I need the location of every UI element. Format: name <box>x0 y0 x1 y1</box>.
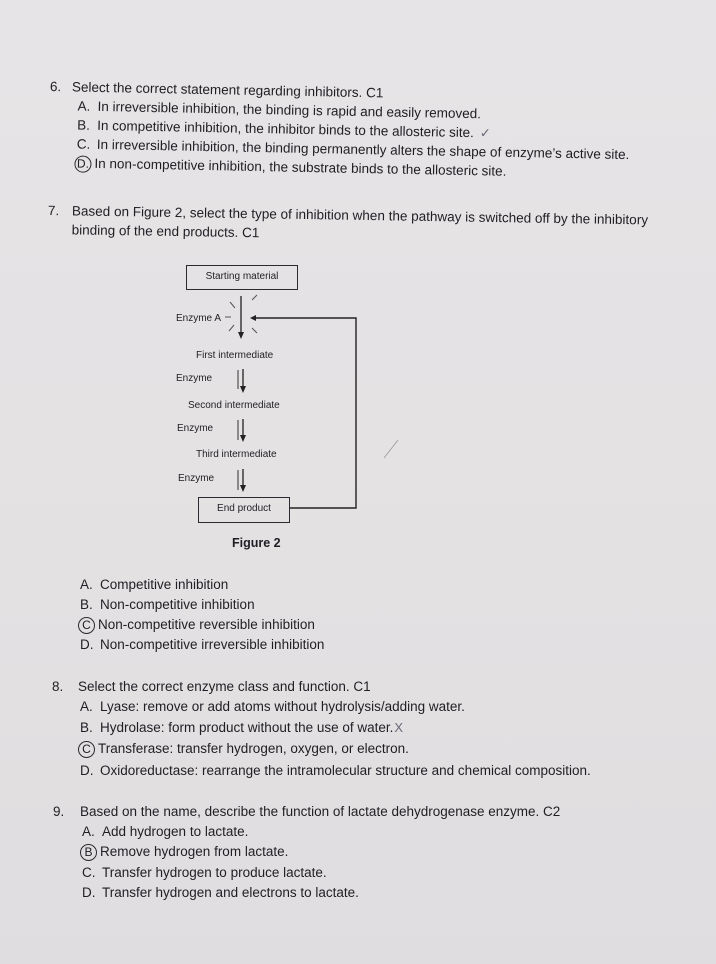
option-letter: C. <box>76 136 91 152</box>
enzyme-a-label: Enzyme A <box>176 313 222 324</box>
option-letter: B. <box>80 597 93 612</box>
option-letter-circled: C <box>78 617 95 634</box>
option-letter: C. <box>82 865 96 880</box>
feedback-inhibition-line <box>256 318 356 508</box>
feedback-arrowhead <box>250 315 256 321</box>
option-letter: A. <box>80 577 93 592</box>
question-6-text: Select the correct statement regarding inhibitors. C1 <box>71 79 384 101</box>
question-9-text: Based on the name, describe the function of lactate dehydrogenase enzyme. C2 <box>80 804 561 819</box>
option-text: Non-competitive inhibition <box>100 597 255 612</box>
question-8-text: Select the correct enzyme class and function. C1 <box>78 679 371 694</box>
q7-option-c[interactable] <box>80 616 315 634</box>
q8-option-c[interactable] <box>80 740 409 758</box>
option-letter: B. <box>77 117 91 133</box>
q9-option-a[interactable] <box>82 823 248 841</box>
question-7-number: 7. <box>47 202 60 219</box>
enzyme-label-3: Enzyme <box>178 473 215 484</box>
option-text: Add hydrogen to lactate. <box>102 824 249 839</box>
option-letter: A. <box>80 699 93 714</box>
option-letter: D. <box>80 763 94 778</box>
arrow-2-head <box>240 435 246 442</box>
q7-option-d[interactable] <box>80 636 324 654</box>
arrow-1-head <box>240 386 246 393</box>
option-text: Non-competitive reversible inhibition <box>98 617 315 632</box>
option-letter-circled: C <box>78 741 95 758</box>
option-text: Oxidoreductase: rearrange the intramolecular structure and chemical composition. <box>100 763 591 778</box>
option-text: In irreversible inhibition, the binding permanently alters the shape of enzyme’s active site. <box>96 136 630 163</box>
option-text: In non-competitive inhibition, the substrate binds to the allosteric site. <box>94 155 507 179</box>
cross-mark-icon: X <box>394 720 404 735</box>
option-letter: D. <box>82 885 96 900</box>
option-letter: D. <box>80 637 94 652</box>
pencil-mark <box>384 440 398 458</box>
option-text: Competitive inhibition <box>100 577 229 592</box>
arrow-3-head <box>240 485 246 492</box>
check-mark-icon: ✓ <box>479 125 491 141</box>
starting-material-box: Starting material <box>186 265 298 290</box>
option-letter: A. <box>82 824 95 839</box>
option-letter-circled: D. <box>74 155 91 172</box>
q8-option-b[interactable] <box>80 719 403 737</box>
option-text: Hydrolase: form product without the use of water. <box>100 720 394 735</box>
q8-option-a[interactable] <box>80 698 465 716</box>
option-text: Transfer hydrogen and electrons to lactate. <box>102 885 359 900</box>
option-text: In competitive inhibition, the inhibitor binds to the allosteric site. <box>97 117 475 141</box>
option-letter: B. <box>80 720 93 735</box>
option-text: Remove hydrogen from lactate. <box>100 844 289 859</box>
end-product-box: End product <box>198 497 290 523</box>
option-text: In irreversible inhibition, the binding is rapid and easily removed. <box>97 98 482 122</box>
question-7-text-line1: Based on Figure 2, select the type of inhibition when the pathway is switched off by the inhibitory <box>71 203 649 228</box>
enzyme-a-arrowhead <box>238 332 244 339</box>
option-text: Transferase: transfer hydrogen, oxygen, or electron. <box>98 741 409 756</box>
option-text: Transfer hydrogen to produce lactate. <box>102 865 327 880</box>
q9-option-b[interactable] <box>82 843 288 861</box>
third-intermediate-label: Third intermediate <box>196 449 277 460</box>
figure-2-caption: Figure 2 <box>232 536 281 550</box>
first-intermediate-label: First intermediate <box>196 350 274 361</box>
q7-option-b[interactable] <box>80 596 255 614</box>
question-9-number: 9. <box>53 804 65 819</box>
second-intermediate-label: Second intermediate <box>188 400 280 411</box>
option-text: Non-competitive irreversible inhibition <box>100 637 325 652</box>
question-8-number: 8. <box>52 679 64 694</box>
question-7-text-line2: binding of the end products. C1 <box>71 222 260 241</box>
question-6-number: 6. <box>49 79 62 95</box>
q9-option-c[interactable] <box>82 864 327 882</box>
q8-option-d[interactable] <box>80 762 591 780</box>
option-text: Lyase: remove or add atoms without hydrolysis/adding water. <box>100 699 465 714</box>
q9-option-d[interactable] <box>82 884 359 902</box>
enzyme-label-1: Enzyme <box>176 373 213 384</box>
option-letter-circled: B <box>80 844 97 861</box>
q7-option-a[interactable] <box>80 576 228 594</box>
enzyme-label-2: Enzyme <box>177 423 214 434</box>
option-letter: A. <box>77 98 91 114</box>
